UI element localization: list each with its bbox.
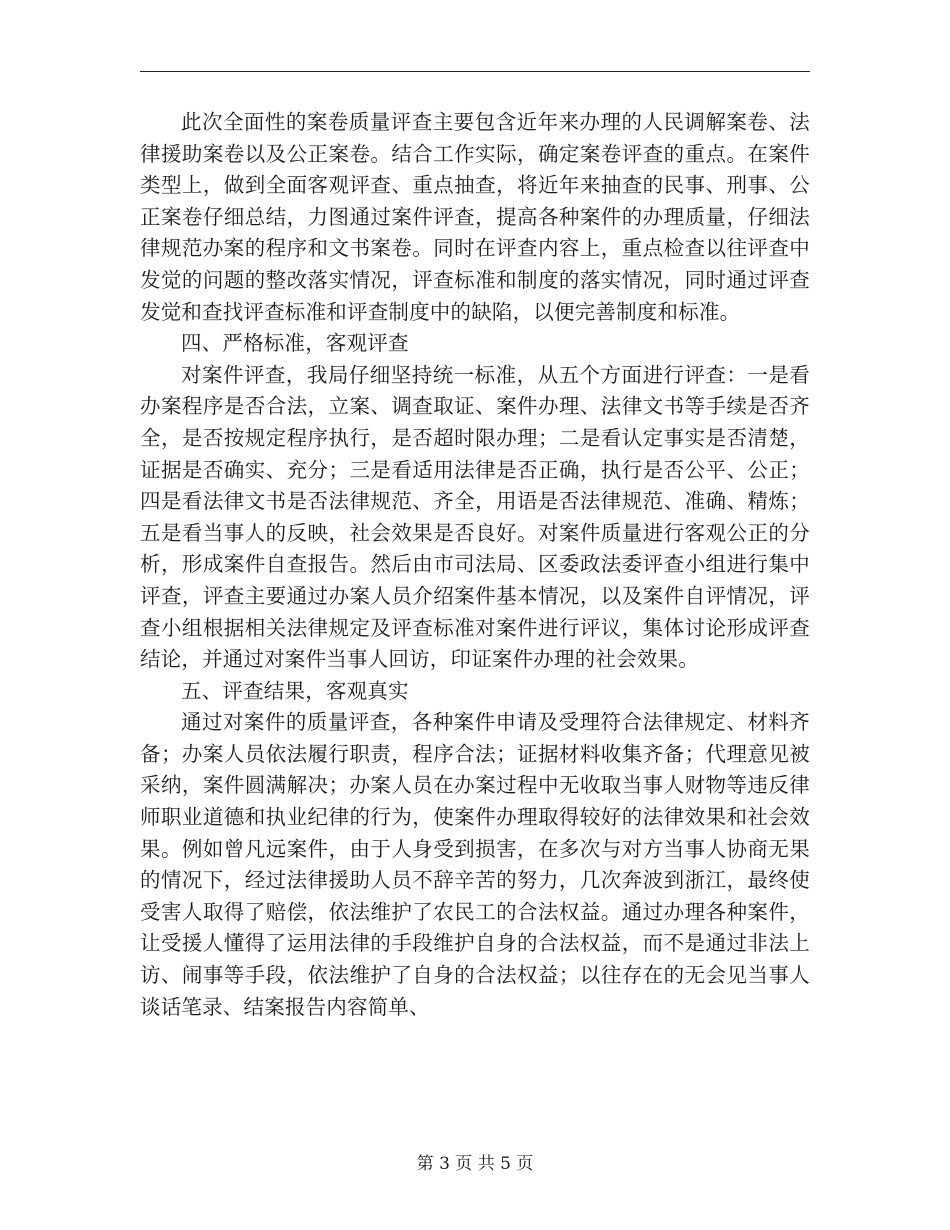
paragraph-review-results: 通过对案件的质量评查，各种案件申请及受理符合法律规定、材料齐备；办案人员依法履行职责，程序合法；证据材料收集齐备；代理意见被采纳，案件圆满解决；办案人员在办案过程中无收取当事人财物等违反律师职业道德和执业纪律的行为，使案件办理取得较好的法律效果和社会效果。例如曾凡远案件，由于人身受到损害，在多次与对方当事人协商无果的情况下，经过法律援助人员不辞辛苦的努力，几次奔波到浙江，最终使受害人取得了赔偿，依法维护了农民工的合法权益。通过办理各种案件，让受援人懂得了运用法律的手段维护自身的合法权益，而不是通过非法上访、闹事等手段，依法维护了自身的合法权益；以往存在的无会见当事人谈话笔录、结案报告内容简单、 xyxy=(140,710,810,1019)
paragraph-case-review-scope: 此次全面性的案卷质量评查主要包含近年来办理的人民调解案卷、法律援助案卷以及公正案卷。结合工作实际，确定案卷评查的重点。在案件类型上，做到全面客观评查、重点抽查，将近年来抽查的民事、刑事、公正案卷仔细总结，力图通过案件评查，提高各种案件的办理质量，仔细法律规范办案的程序和文书案卷。同时在评查内容上，重点检查以往评查中发觉的问题的整改落实情况，评查标准和制度的落实情况，同时通过评查发觉和查找评查标准和评查制度中的缺陷，以便完善制度和标准。 xyxy=(140,110,810,324)
section-heading-4: 四、严格标准，客观评查 xyxy=(181,331,409,356)
section-heading-5: 五、评查结果，客观真实 xyxy=(181,678,409,703)
paragraph-review-standards: 对案件评查，我局仔细坚持统一标准，从五个方面进行评查：一是看办案程序是否合法，立案、调查取证、案件办理、法律文书等手续是否齐全，是否按规定程序执行，是否超时限办理；二是看认定事实是否清楚，证据是否确实、充分；三是看适用法律是否正确，执行是否公平、公正；四是看法律文书是否法律规范、齐全，用语是否法律规范、准确、精炼；五是看当事人的反映，社会效果是否良好。对案件质量进行客观公正的分析，形成案件自查报告。然后由市司法局、区委政法委评查小组进行集中评查，评查主要通过办案人员介绍案件基本情况，以及案件自评情况，评查小组根据相关法律规定及评查标准对案件进行评议，集体讨论形成评查结论，并通过对案件当事人回访，印证案件办理的社会效果。 xyxy=(140,362,810,672)
document-body xyxy=(140,107,810,1023)
page-number-footer: 第 3 页 共 5 页 xyxy=(416,1154,534,1174)
header-rule xyxy=(140,71,810,72)
